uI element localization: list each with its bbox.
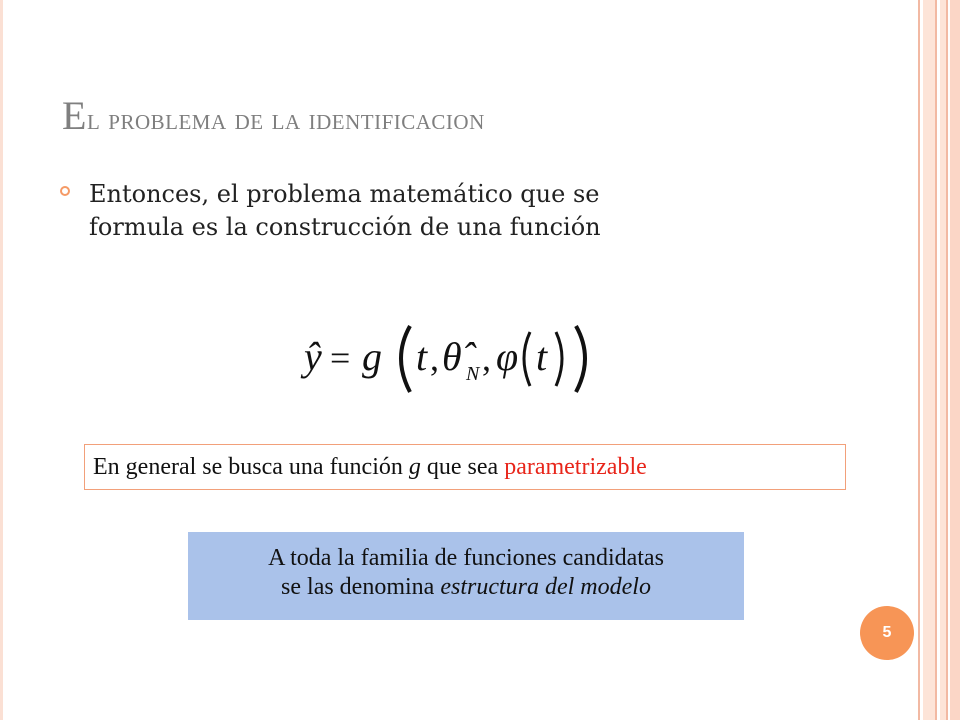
formula-g: g	[362, 334, 382, 379]
right-border-stripe	[918, 0, 920, 720]
definition-box	[188, 532, 744, 620]
bullet-circle-icon	[60, 186, 70, 196]
formula	[300, 318, 600, 398]
formula-inner-left-paren	[524, 332, 530, 386]
page-number-badge: 5	[860, 606, 914, 660]
definition-line-2-pre: se las denomina	[281, 574, 441, 600]
left-border	[0, 0, 3, 720]
formula-inner-right-paren	[556, 332, 562, 386]
definition-line-1: A toda la familia de funciones candidatas	[268, 545, 664, 571]
formula-comma2: ,	[482, 338, 491, 378]
bullet-line-1: Entonces, el problema matemático que se	[89, 180, 600, 208]
right-border-stripe	[950, 0, 960, 720]
formula-phi: φ	[496, 334, 519, 379]
title-initial: E	[62, 93, 87, 138]
formula-comma1: ,	[430, 338, 439, 378]
note-text-mid: que sea	[420, 454, 505, 480]
formula-left-paren	[401, 326, 410, 392]
formula-theta: θ̂	[442, 334, 462, 379]
bullet-item	[60, 178, 760, 244]
note-text-highlight: parametrizable	[504, 454, 647, 480]
formula-yhat: ŷ	[304, 334, 322, 379]
definition-line-2-italic: estructura del modelo	[440, 574, 651, 600]
note-text-pre: En general se busca una función	[93, 454, 409, 480]
formula-t2: t	[536, 334, 548, 379]
formula-subscript: N	[466, 363, 480, 385]
title-rest: l problema de la identificacion	[86, 103, 485, 136]
bullet-line-2: formula es la construcción de una función	[89, 213, 601, 241]
formula-t1: t	[416, 334, 428, 379]
formula-right-paren	[576, 326, 585, 392]
formula-equals: =	[330, 338, 351, 378]
definition-line-2	[188, 573, 744, 602]
note-box	[84, 444, 846, 490]
slide-title	[62, 92, 485, 139]
right-border-stripe	[935, 0, 937, 720]
right-border-stripe	[923, 0, 935, 720]
bullet-text	[89, 178, 760, 244]
right-border-stripe	[946, 0, 948, 720]
note-text-g: g	[408, 454, 421, 480]
